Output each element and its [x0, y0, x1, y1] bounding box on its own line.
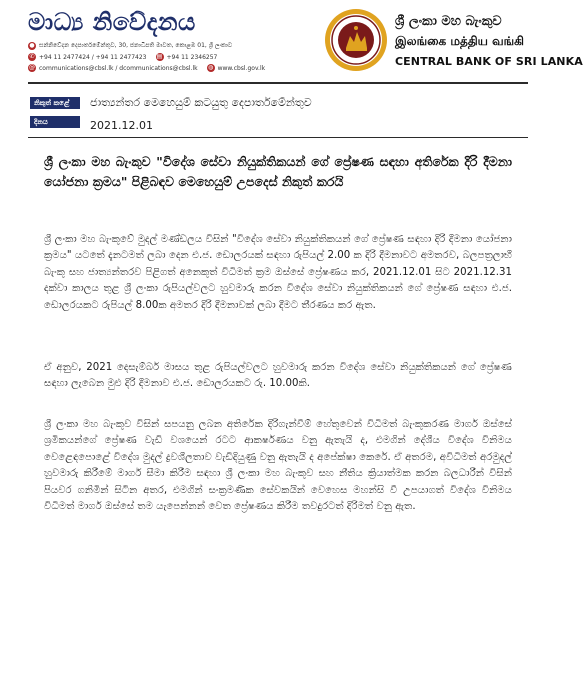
- phone-line: [28, 53, 217, 61]
- media-release-title: මාධ්‍ය නිවේදනය: [28, 8, 196, 36]
- web-text[interactable]: www.cbsl.gov.lk: [217, 64, 266, 72]
- issued-by-label: නිකුත් කළේ: [30, 97, 80, 109]
- meta-divider: [28, 137, 528, 138]
- location-icon: ●: [29, 42, 35, 49]
- phone-icon: ✆: [29, 53, 35, 60]
- fax-text: +94 11 2346257: [166, 53, 218, 61]
- date-label: දිනය: [30, 116, 80, 128]
- email-text[interactable]: communications@cbsl.lk / dcommunications@cbsl.lk: [39, 64, 198, 72]
- letterhead: [0, 0, 583, 80]
- body-paragraph-2: ඒ අනුව, 2021 දෙසැම්බර් මාසය තුළ රුපියල්වලට හුවමාරු කරන විදේශ සේවා නියුක්තිකයන් ගේ ප්‍රේෂණ සඳහා ලැබෙන මුළු දිරි දීමනාව එ.ජ. ඩොලරයකට රු. 10.00කි.: [44, 362, 512, 390]
- bank-name-english: CENTRAL BANK OF SRI LANKA: [395, 55, 583, 68]
- body-paragraph-1: ශ්‍රී ලංකා මහ බැංකුවේ මුදල් මණ්ඩලය විසින් "විදේශ සේවා නියුක්තිකයන් ගේ ප්‍රේෂණ සඳහා දිරි දීමනා යෝජනා ක්‍රමය" යටතේ දැනටමත් ලබා දෙන එ.ජ. ඩොලරයක් සඳහා රුපියල් 2.00 ක දිරි දීමනාවට අමතරව, බලපත්‍රලාභී බැංකු සහ ජාත්‍යන්තරව පිළිගත් අනෙකුත් විධිමත් ක්‍රම ඔස්සේ ප්‍රේෂණය කර, 2021.12.01 සිට 2021.12.31 දක්වා කාලය තුළ ශ්‍රී ලංකා රුපියල්වලට හුවමාරු කරන විදේශ සේවා නියුක්තිකයන් ගේ ප්‍රේෂණ සඳහා එ.ජ. ඩොලරයකට රුපියල් 8.00ක අමතර දිරි දීමනාවක් ලබා දීමට තීරණය කර ඇත.: [44, 234, 512, 311]
- address-line: [28, 42, 232, 50]
- email-icon: @: [29, 64, 35, 71]
- fax-icon: ▤: [156, 53, 163, 60]
- bank-name-sinhala: ශ්‍රී ලංකා මහ බැංකුව: [395, 14, 502, 29]
- address-text: සන්නිවේදන දෙපාර්තමේන්තුව, 30, ජනාධිපති මාවත, කොළඹ 01, ශ්‍රී ලංකාව: [39, 42, 233, 49]
- body-paragraph-3: ශ්‍රී ලංකා මහ බැංකුව විසින් සපයනු ලබන අතිරේක දිරිගැන්වීම් හේතුවෙන් විධිමත් බැංකුකරණ මාර්ග ඔස්සේ ශ්‍රමිකයන්ගේ ප්‍රේෂණ වැඩි වශයෙන් රටට ආකර්ෂණය වනු ඇතැයි ද, එමගින් දේශීය විදේශ විනිමය වෙළෙඳපොළේ විදේශ මුදල් ද්‍රවශීලතාව වැඩිදියුණු වනු ඇතැයි ද අපේක්ෂා කෙරේ. ඒ අතරම, අවිධිමත් අරමුදල් හුවමාරු කිරීමේ මාර්ග සීමා කිරීම සඳහා ශ්‍රී ලංකා මහ බැංකුව සහ නීතිය ක්‍රියාත්මක කරන බලධාරීන් විසින් පියවර ගනිමින් සිටින අතර, එමගින් සංක්‍රමණික සේවකයින් වෙහෙස මහන්සි වී උපයාගත් විදේශ විනිමය විධිමත් මාර්ග ඔස්සේ තම යැපෙන්නන් වෙත ප්‍රේෂණය කිරීම තවදුරටත් දිරිමත් වනු ඇත.: [44, 419, 512, 513]
- email-line: [28, 64, 265, 72]
- bank-name-tamil: இலங்கை மத்திய வங்கி: [395, 34, 524, 48]
- phone-text: +94 11 2477424 / +94 11 2477423: [39, 53, 147, 61]
- document-title: ශ්‍රී ලංකා මහ බැංකුව "විදේශ සේවා නියුක්තිකයන් ගේ ප්‍රේෂණ සඳහා අතිරේක දිරි දීමනා යෝජනා ක්‍රමය" පිළිබඳව මෙහෙයුම් උපදෙස් නිකුත් කරයි: [44, 154, 512, 189]
- date-value: 2021.12.01: [90, 119, 153, 132]
- header-divider: [28, 82, 528, 84]
- web-icon: ◍: [207, 64, 214, 71]
- cbsl-emblem-icon: [324, 8, 388, 72]
- issued-by-value: ජාත්‍යන්තර මෙහෙයුම් කටයුතු දෙපාර්තමේන්තුව: [90, 96, 312, 109]
